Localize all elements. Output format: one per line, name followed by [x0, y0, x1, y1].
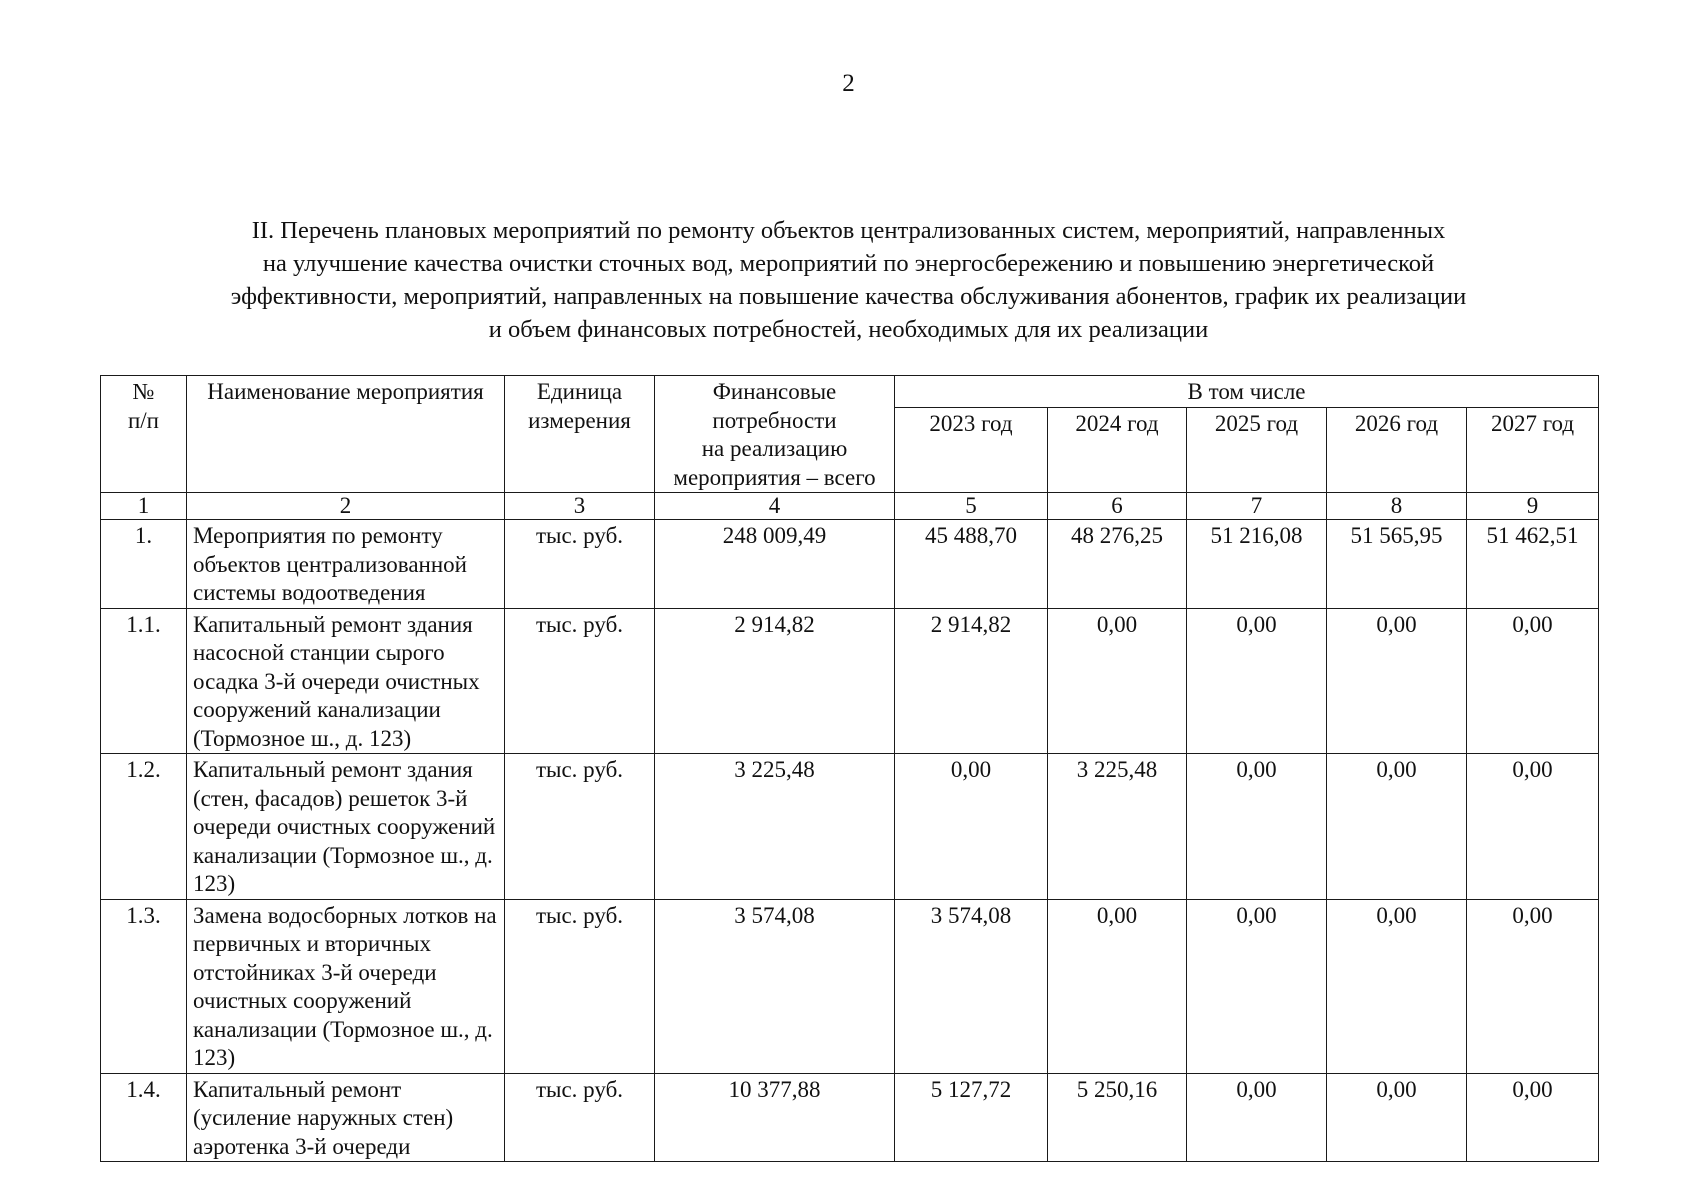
- header-including: В том числе: [895, 376, 1599, 408]
- year-value: 0,00: [1187, 899, 1327, 1073]
- year-value: 0,00: [1048, 899, 1187, 1073]
- page-number: 2: [842, 70, 855, 97]
- title-line: II. Перечень плановых мероприятий по ремонту объектов централизованных систем, мероприятий, направленных: [251, 217, 1446, 244]
- measure-unit: тыс. руб.: [505, 520, 655, 609]
- year-value: 3 574,08: [895, 899, 1048, 1073]
- column-number: 1: [101, 493, 187, 520]
- table-row: [101, 754, 1599, 900]
- year-value: 51 565,95: [1327, 520, 1467, 609]
- row-number: 1.: [101, 520, 187, 609]
- table-row: [101, 520, 1599, 609]
- header-year: 2025 год: [1187, 407, 1327, 492]
- row-number: 1.2.: [101, 754, 187, 900]
- header-unit: Единица измерения: [505, 376, 655, 493]
- row-number: 1.4.: [101, 1073, 187, 1162]
- title-line: и объем финансовых потребностей, необходимых для их реализации: [488, 316, 1209, 343]
- year-value: 0,00: [1327, 1073, 1467, 1162]
- measure-name: Замена водосборных лотков на первичных и вторичных отстойниках 3-й очереди очистных сооружений канализации (Тормозное ш., д. 123): [187, 899, 505, 1073]
- year-value: 0,00: [1187, 1073, 1327, 1162]
- year-value: 0,00: [1327, 754, 1467, 900]
- total-value: 3 225,48: [655, 754, 895, 900]
- measures-table: [100, 375, 1599, 1162]
- column-number-row: [101, 493, 1599, 520]
- column-number: 9: [1467, 493, 1599, 520]
- header-num: № п/п: [101, 376, 187, 493]
- measure-unit: тыс. руб.: [505, 608, 655, 754]
- column-number: 3: [505, 493, 655, 520]
- column-number: 7: [1187, 493, 1327, 520]
- measure-name: Мероприятия по ремонту объектов централизованной системы водоотведения: [187, 520, 505, 609]
- column-number: 5: [895, 493, 1048, 520]
- year-value: 0,00: [1048, 608, 1187, 754]
- total-value: 2 914,82: [655, 608, 895, 754]
- year-value: 3 225,48: [1048, 754, 1187, 900]
- measure-name: Капитальный ремонт здания насосной станции сырого осадка 3-й очереди очистных сооружений канализации (Тормозное ш., д. 123): [187, 608, 505, 754]
- row-number: 1.1.: [101, 608, 187, 754]
- year-value: 0,00: [1467, 1073, 1599, 1162]
- total-value: 3 574,08: [655, 899, 895, 1073]
- header-year: 2027 год: [1467, 407, 1599, 492]
- total-value: 10 377,88: [655, 1073, 895, 1162]
- total-value: 248 009,49: [655, 520, 895, 609]
- column-number: 6: [1048, 493, 1187, 520]
- measure-name: Капитальный ремонт здания (стен, фасадов) решеток 3-й очереди очистных сооружений канализации (Тормозное ш., д. 123): [187, 754, 505, 900]
- column-number: 8: [1327, 493, 1467, 520]
- column-number: 4: [655, 493, 895, 520]
- year-value: 0,00: [1467, 754, 1599, 900]
- year-value: 51 462,51: [1467, 520, 1599, 609]
- measure-name: Капитальный ремонт (усиление наружных стен) аэротенка 3-й очереди: [187, 1073, 505, 1162]
- table-row: [101, 899, 1599, 1073]
- year-value: 0,00: [1327, 899, 1467, 1073]
- year-value: 45 488,70: [895, 520, 1048, 609]
- year-value: 48 276,25: [1048, 520, 1187, 609]
- row-number: 1.3.: [101, 899, 187, 1073]
- year-value: 2 914,82: [895, 608, 1048, 754]
- year-value: 0,00: [1187, 754, 1327, 900]
- year-value: 0,00: [1187, 608, 1327, 754]
- table-row: [101, 1073, 1599, 1162]
- table-row: [101, 608, 1599, 754]
- title-line: эффективности, мероприятий, направленных на повышение качества обслуживания абонентов, график их реализации: [230, 283, 1467, 310]
- column-number: 2: [187, 493, 505, 520]
- year-value: 5 250,16: [1048, 1073, 1187, 1162]
- header-year: 2023 год: [895, 407, 1048, 492]
- measure-unit: тыс. руб.: [505, 1073, 655, 1162]
- header-name: Наименование мероприятия: [187, 376, 505, 493]
- measure-unit: тыс. руб.: [505, 899, 655, 1073]
- header-total: Финансовые потребности на реализацию мероприятия – всего: [655, 376, 895, 493]
- title-line: на улучшение качества очистки сточных вод, мероприятий по энергосбережению и повышению энергетической: [262, 250, 1435, 277]
- year-value: 0,00: [895, 754, 1048, 900]
- year-value: 5 127,72: [895, 1073, 1048, 1162]
- measure-unit: тыс. руб.: [505, 754, 655, 900]
- year-value: 0,00: [1327, 608, 1467, 754]
- year-value: 0,00: [1467, 608, 1599, 754]
- header-year: 2024 год: [1048, 407, 1187, 492]
- section-title: [100, 214, 1597, 346]
- year-value: 0,00: [1467, 899, 1599, 1073]
- year-value: 51 216,08: [1187, 520, 1327, 609]
- header-year: 2026 год: [1327, 407, 1467, 492]
